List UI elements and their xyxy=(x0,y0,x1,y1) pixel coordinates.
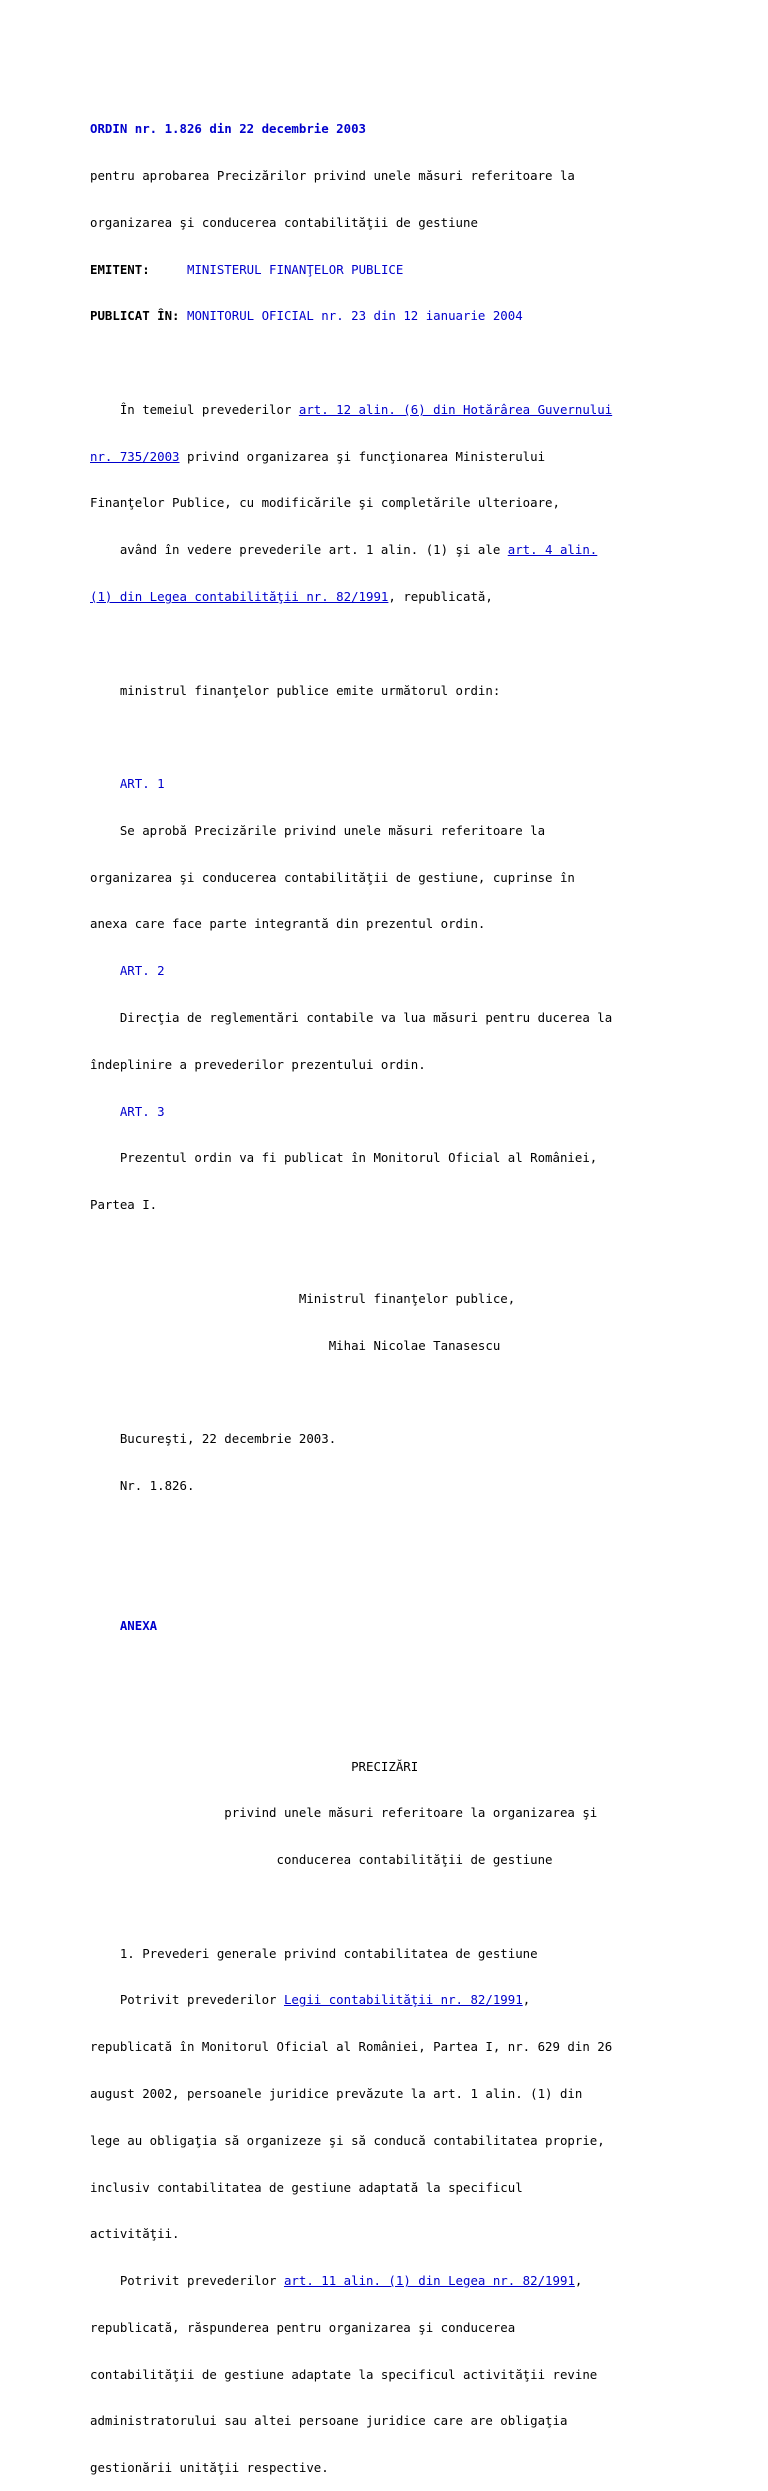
art-3-text: Partea I. xyxy=(90,1197,158,1213)
art-1-text: anexa care face parte integrantă din prezentul ordin. xyxy=(90,916,486,932)
body-text: gestionării unităţii respective. xyxy=(90,2460,329,2476)
body-text: Potrivit prevederilor xyxy=(90,1992,284,2008)
art-2-text: Direcţia de reglementări contabile va lua măsuri pentru ducerea la xyxy=(90,1010,613,1026)
emitent-value: MINISTERUL FINANŢELOR PUBLICE xyxy=(187,261,404,277)
signature-number: Nr. 1.826. xyxy=(90,1477,195,1493)
preamble-text: având în vedere prevederile art. 1 alin. (1) şi ale xyxy=(90,542,508,558)
link-hg-735-cont[interactable]: nr. 735/2003 xyxy=(90,448,180,464)
signature-title: Ministrul finanţelor publice, xyxy=(90,1290,516,1306)
art-3-label: ART. 3 xyxy=(90,1103,165,1119)
annex-title: PRECIZĂRI xyxy=(90,1758,419,1774)
body-text: administratorului sau altei persoane juridice care are obligaţia xyxy=(90,2413,568,2429)
publicat-label: PUBLICAT ÎN: xyxy=(90,308,180,324)
annex-title-line-3: conducerea contabilităţii de gestiune xyxy=(90,1852,553,1868)
signature-place-date: Bucureşti, 22 decembrie 2003. xyxy=(90,1431,337,1447)
body-text: activităţii. xyxy=(90,2226,180,2242)
art-1-label: ART. 1 xyxy=(90,776,165,792)
preamble-text: , republicată, xyxy=(388,589,493,604)
document-body xyxy=(90,90,710,2491)
body-text: lege au obligaţia să organizeze şi să conducă contabilitatea proprie, xyxy=(90,2132,605,2148)
art-1-text: Se aprobă Precizările privind unele măsuri referitoare la xyxy=(90,822,546,838)
link-legea-art4[interactable]: art. 4 alin. xyxy=(507,542,598,558)
link-hg-735[interactable]: art. 12 alin. (6) din Hotărârea Guvernului xyxy=(298,401,613,417)
preamble-text: În temeiul prevederilor xyxy=(90,401,299,417)
order-title: ORDIN nr. 1.826 din 22 decembrie 2003 xyxy=(90,121,367,137)
art-2-text: îndeplinire a prevederilor prezentului ordin. xyxy=(90,1056,426,1072)
body-text: Potrivit prevederilor xyxy=(90,2273,284,2289)
body-text: republicată, răspunderea pentru organizarea şi conducerea xyxy=(90,2319,516,2335)
body-text: august 2002, persoanele juridice prevăzute la art. 1 alin. (1) din xyxy=(90,2086,583,2101)
art-3-text: Prezentul ordin va fi publicat în Monitorul Oficial al României, xyxy=(90,1150,598,1166)
annex-label: ANEXA xyxy=(90,1618,158,1634)
link-legea-art4-cont[interactable]: (1) din Legea contabilităţii nr. 82/1991 xyxy=(90,589,389,604)
body-text: contabilităţii de gestiune adaptate la specificul activităţii revine xyxy=(90,2366,598,2382)
art-2-label: ART. 2 xyxy=(90,963,165,979)
annex-title-line-2: privind unele măsuri referitoare la organizarea şi xyxy=(90,1805,598,1821)
art-1-text: organizarea şi conducerea contabilităţii de gestiune, cuprinse în xyxy=(90,869,575,885)
body-text: , xyxy=(522,1992,531,2008)
link-legea-82-1991[interactable]: Legii contabilităţii nr. 82/1991 xyxy=(283,1992,523,2008)
publicat-value: MONITORUL OFICIAL nr. 23 din 12 ianuarie 2004 xyxy=(187,308,523,324)
link-art-11-legea[interactable]: art. 11 alin. (1) din Legea nr. 82/1991 xyxy=(283,2273,575,2289)
preamble-decree: ministrul finanţelor publice emite următorul ordin: xyxy=(90,682,501,698)
body-text: , xyxy=(574,2273,583,2289)
preamble-text: Finanţelor Publice, cu modificările şi completările ulterioare, xyxy=(90,495,560,511)
order-subtitle-line-2: organizarea şi conducerea contabilităţii de gestiune xyxy=(90,214,478,230)
body-text: republicată în Monitorul Oficial al României, Partea I, nr. 629 din 26 xyxy=(90,2039,613,2055)
signature-name: Mihai Nicolae Tanasescu xyxy=(90,1337,501,1353)
body-text: inclusiv contabilitatea de gestiune adaptată la specificul xyxy=(90,2179,523,2195)
preamble-text: privind organizarea şi funcţionarea Ministerului xyxy=(179,448,546,464)
order-subtitle-line-1: pentru aprobarea Precizărilor privind unele măsuri referitoare la xyxy=(90,167,575,183)
emitent-label: EMITENT: xyxy=(90,261,150,277)
section-heading: 1. Prevederi generale privind contabilitatea de gestiune xyxy=(90,1945,538,1961)
